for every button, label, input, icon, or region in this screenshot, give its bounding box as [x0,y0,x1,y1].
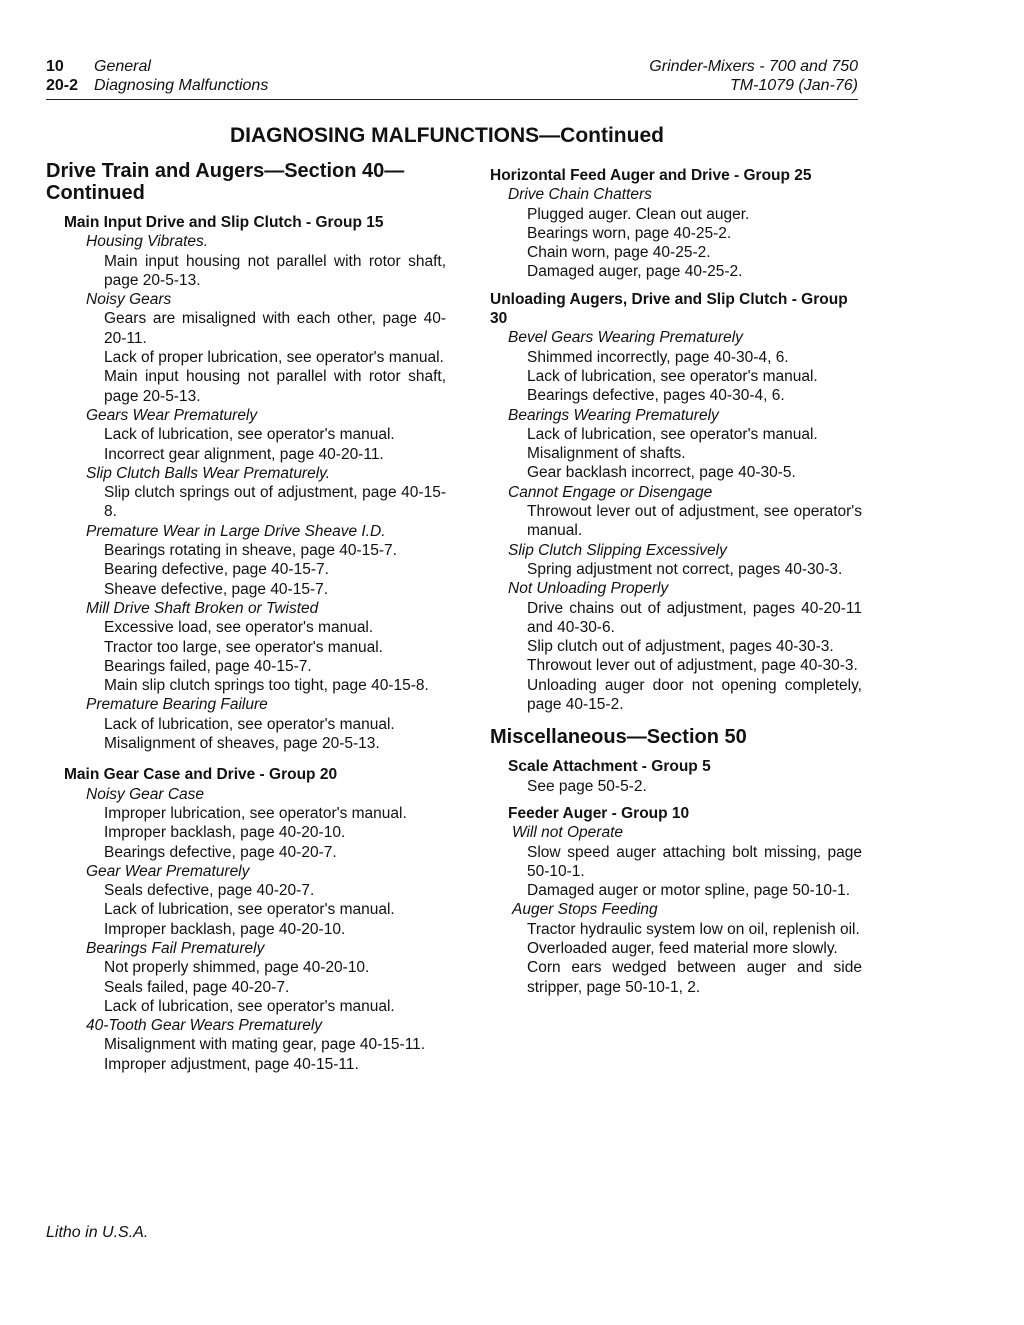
cause-item: Excessive load, see operator's manual. [104,619,374,637]
problem-heading: Auger Stops Feeding [512,901,658,919]
cause-item: Shimmed incorrectly, page 40-30-4, 6. [527,348,789,366]
group-title: Unloading Augers, Drive and Slip Clutch - Group 30 [490,290,848,328]
cause-item: Not properly shimmed, page 40-20-10. [104,959,370,977]
cause-item: Improper backlash, page 40-20-10. [104,920,346,938]
problem-heading: Bearings Fail Prematurely [86,939,265,957]
cause-item: Slow speed auger attaching bolt missing, page 50-10-1. [527,843,862,880]
cause-item: Sheave defective, page 40-15-7. [104,580,329,598]
cause-item: See page 50-5-2. [527,777,647,795]
problem-heading: Slip Clutch Balls Wear Prematurely. [86,464,331,482]
cause-item: Corn ears wedged between auger and side stripper, page 50-10-1, 2. [527,959,862,996]
problem-heading: 40-Tooth Gear Wears Prematurely [86,1017,323,1035]
header-product-title: Grinder-Mixers - 700 and 750 [649,58,858,75]
problem-heading: Noisy Gears [86,291,172,309]
spacer [46,753,446,765]
cause-item: Damaged auger, page 40-25-2. [527,263,743,281]
cause-item: Improper lubrication, see operator's manual. [104,804,407,822]
spacer [490,796,862,804]
section-title [46,160,446,204]
cause-item: Chain worn, page 40-25-2. [527,244,711,262]
section-title-line-1: Drive Train and Augers—Section 40— [46,160,405,182]
cause-item: Gear backlash incorrect, page 40-30-5. [527,464,796,482]
cause-item: Main input housing not parallel with rotor shaft, page 20-5-13. [104,252,446,289]
section-number: 10 [46,58,64,75]
page-header [46,55,858,100]
cause-item: Overloaded auger, feed material more slowly. [527,939,838,957]
cause-item: Drive chains out of adjustment, pages 40-20-11 and 40-30-6. [527,599,862,636]
section-title: Miscellaneous—Section 50 [490,726,747,749]
header-manual-id: TM-1079 (Jan-76) [729,77,858,94]
cause-item: Tractor too large, see operator's manual. [104,638,383,656]
cause-item: Unloading auger door not opening completely, page 40-15-2. [527,676,862,714]
problem-heading: Gear Wear Prematurely [86,862,250,880]
cause-item: Incorrect gear alignment, page 40-20-11. [104,445,384,463]
cause-item: Main slip clutch springs too tight, page 40-15-8. [104,677,429,695]
cause-item: Bearing defective, page 40-15-7. [104,561,329,579]
cause-item: Bearings failed, page 40-15-7. [104,657,312,675]
cause-item: Lack of lubrication, see operator's manual. [527,367,818,385]
group-title: Feeder Auger - Group 10 [508,804,690,822]
group-title: Horizontal Feed Auger and Drive - Group 25 [490,167,812,184]
page-footer: Litho in U.S.A. [46,1224,149,1241]
problem-heading: Cannot Engage or Disengage [508,483,713,501]
problem-heading: Premature Bearing Failure [86,696,268,714]
cause-item: Misalignment of sheaves, page 20-5-13. [104,735,380,753]
cause-item: Lack of lubrication, see operator's manual. [104,901,395,919]
problem-heading: Noisy Gear Case [86,785,205,803]
group-title: Main Input Drive and Slip Clutch - Group 15 [64,214,384,231]
cause-item: Lack of lubrication, see operator's manual. [104,997,395,1015]
left-column [46,160,446,1074]
spacer [490,282,862,290]
cause-item: Slip clutch springs out of adjustment, page 40-15-8. [104,484,446,521]
cause-item: Tractor hydraulic system low on oil, replenish oil. [527,920,860,938]
cause-item: Main input housing not parallel with rotor shaft, page 20-5-13. [104,368,446,405]
cause-item: Bearings worn, page 40-25-2. [527,224,732,242]
cause-item: Misalignment with mating gear, page 40-15-11. [104,1036,426,1054]
header-section-line [46,57,151,77]
right-column [490,166,862,997]
cause-item: Bearings rotating in sheave, page 40-15-7. [104,542,397,560]
cause-item: Bearings defective, page 40-20-7. [104,843,337,861]
page-banner-title: DIAGNOSING MALFUNCTIONS—Continued [230,124,664,147]
problem-heading: Will not Operate [512,824,623,842]
cause-item: Lack of lubrication, see operator's manual. [527,425,818,443]
problem-heading: Not Unloading Properly [508,580,669,598]
cause-item: Spring adjustment not correct, pages 40-30-3. [527,560,843,578]
cause-item: Gears are misaligned with each other, page 40-20-11. [104,310,446,347]
problem-heading: Bevel Gears Wearing Prematurely [508,329,743,347]
problem-heading: Slip Clutch Slipping Excessively [508,541,727,559]
group-title: Main Gear Case and Drive - Group 20 [64,766,338,784]
problem-heading: Premature Wear in Large Drive Sheave I.D. [86,522,386,540]
cause-item: Bearings defective, pages 40-30-4, 6. [527,387,785,405]
group-title: Scale Attachment - Group 5 [508,758,711,776]
cause-item: Lack of lubrication, see operator's manual. [104,715,395,733]
problem-heading: Housing Vibrates. [86,233,209,251]
problem-heading: Bearings Wearing Prematurely [508,406,719,424]
cause-item: Throwout lever out of adjustment, see operator's manual. [527,503,862,540]
problem-heading: Drive Chain Chatters [508,186,652,204]
problem-heading: Mill Drive Shaft Broken or Twisted [86,599,319,617]
problem-heading: Gears Wear Prematurely [86,406,258,424]
cause-item: Slip clutch out of adjustment, pages 40-30-3. [527,638,834,656]
section-name: General [94,58,151,75]
subsection-name: Diagnosing Malfunctions [94,77,269,94]
section-title-line-2: Continued [46,182,145,204]
spacer [490,714,862,722]
cause-item: Improper backlash, page 40-20-10. [104,824,346,842]
cause-item: Lack of lubrication, see operator's manual. [104,426,395,444]
cause-item: Lack of proper lubrication, see operator's manual. [104,349,444,367]
cause-item: Damaged auger or motor spline, page 50-10-1. [527,882,851,900]
cause-item: Seals defective, page 40-20-7. [104,882,315,900]
cause-item: Improper adjustment, page 40-15-11. [104,1055,359,1073]
cause-item: Throwout lever out of adjustment, page 40-30-3. [527,657,858,675]
cause-item: Misalignment of shafts. [527,445,686,463]
cause-item: Plugged auger. Clean out auger. [527,205,750,223]
subsection-number: 20-2 [46,77,79,94]
cause-item: Seals failed, page 40-20-7. [104,978,290,996]
header-subsection-line [46,76,268,96]
